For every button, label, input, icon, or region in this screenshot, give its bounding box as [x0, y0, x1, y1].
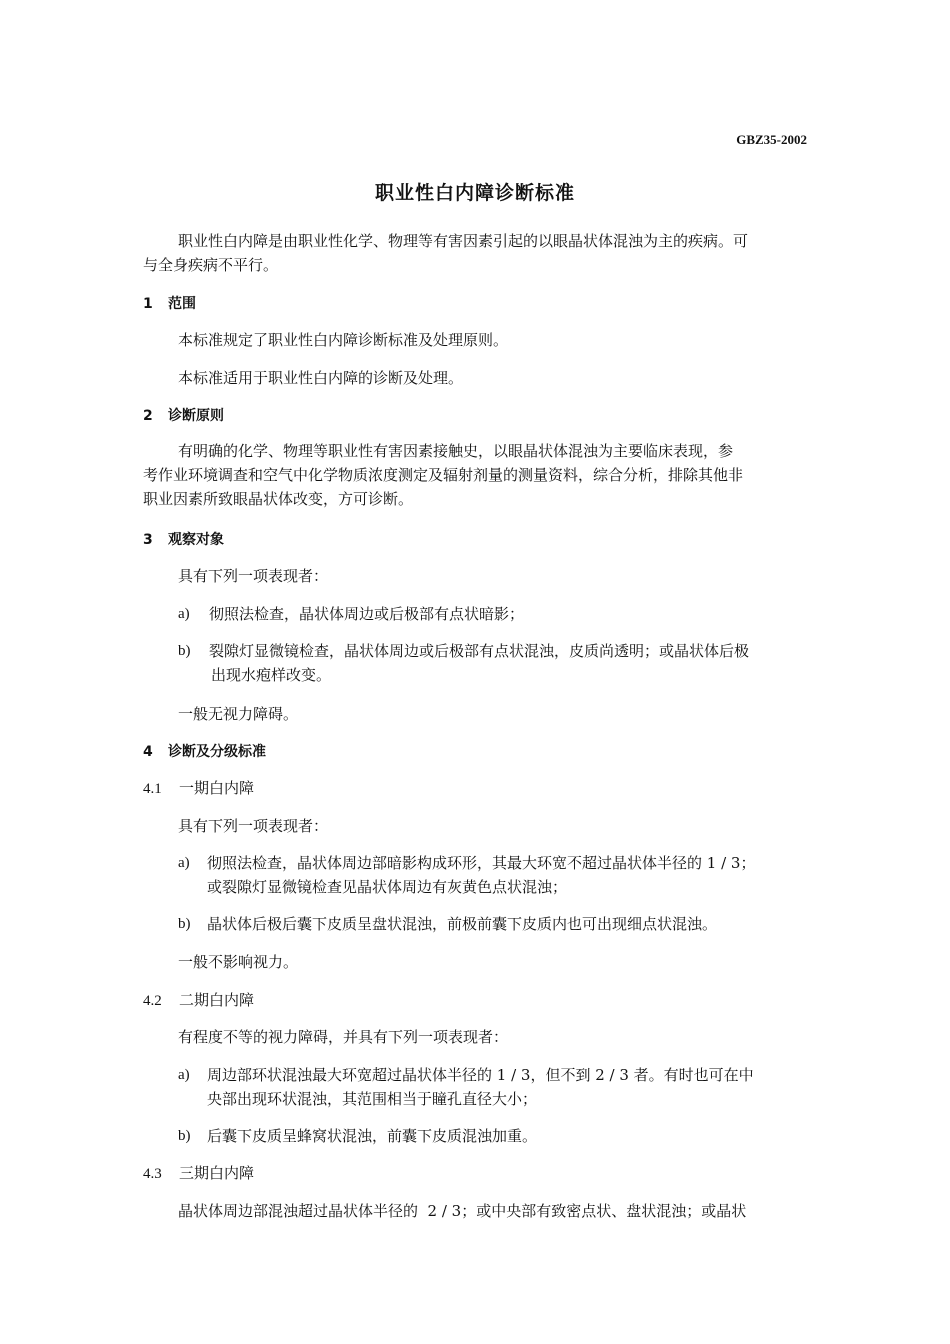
page-title: 职业性白内障诊断标准 — [374, 182, 575, 204]
list-marker: b) — [178, 916, 191, 932]
s2-line-2: 考作业环境调查和空气中化学物质浓度测定及辐射剂量的测量资料，综合分析，排除其他非 — [143, 466, 744, 484]
item-text: 晶状体后极后囊下皮质呈盘状混浊，前极前囊下皮质内也可出现细点状混浊。 — [207, 915, 718, 933]
s1-paragraph-1: 本标准规定了职业性白内障诊断标准及处理原则。 — [178, 331, 509, 349]
list-marker: b) — [178, 643, 191, 659]
subsection-title: 二期白内障 — [179, 991, 255, 1009]
list-marker: a) — [178, 855, 190, 871]
list-marker: a) — [178, 1067, 190, 1083]
section-number: 4 — [143, 744, 153, 760]
subsection-number: 4.1 — [143, 781, 162, 797]
list-marker: a) — [178, 606, 190, 622]
section-title: 诊断原则 — [168, 408, 224, 424]
s3-tail: 一般无视力障碍。 — [178, 705, 299, 723]
intro-line-1: 职业性白内障是由职业性化学、物理等有害因素引起的以眼晶状体混浊为主的疾病。可 — [178, 232, 749, 250]
subsection-4-3-heading — [143, 1161, 254, 1186]
section-title: 诊断及分级标准 — [168, 744, 266, 760]
section-number: 3 — [143, 532, 153, 548]
s41-tail: 一般不影响视力。 — [178, 953, 299, 971]
s42-lead: 有程度不等的视力障碍，并具有下列一项表现者： — [178, 1028, 509, 1046]
item-text-line-2: 央部出现环状混浊，其范围相当于瞳孔直径大小； — [207, 1090, 538, 1108]
s41-lead: 具有下列一项表现者： — [178, 817, 329, 835]
item-text: 后囊下皮质呈蜂窝状混浊，前囊下皮质混浊加重。 — [207, 1127, 538, 1145]
item-text-line-1: 彻照法检查，晶状体周边部暗影构成环形，其最大环宽不超过晶状体半径的 1 / 3； — [207, 854, 756, 872]
section-3-heading — [143, 529, 224, 549]
item-text-line-1: 周边部环状混浊最大环宽超过晶状体半径的 1 / 3，但不到 2 / 3 者。有时也可在中 — [207, 1066, 754, 1084]
section-title: 观察对象 — [168, 532, 224, 548]
subsection-number: 4.2 — [143, 993, 162, 1009]
section-number: 2 — [143, 408, 153, 424]
item-text-line-2: 出现水疱样改变。 — [211, 666, 332, 684]
item-text-line-2: 或裂隙灯显微镜检查见晶状体周边有灰黄色点状混浊； — [207, 878, 568, 896]
subsection-title: 三期白内障 — [179, 1164, 255, 1182]
s43-line-1: 晶状体周边部混浊超过晶状体半径的 2 / 3；或中央部有致密点状、盘状混浊；或晶状 — [178, 1202, 747, 1220]
item-text: 彻照法检查，晶状体周边或后极部有点状暗影； — [209, 605, 525, 623]
section-4-heading — [143, 741, 266, 761]
subsection-title: 一期白内障 — [179, 779, 255, 797]
document-code: GBZ35-2002 — [736, 132, 807, 147]
s3-lead: 具有下列一项表现者： — [178, 567, 329, 585]
subsection-4-1-heading — [143, 776, 254, 801]
section-title: 范围 — [168, 296, 196, 312]
s1-paragraph-2: 本标准适用于职业性白内障的诊断及处理。 — [178, 369, 464, 387]
section-2-heading — [143, 405, 224, 425]
section-number: 1 — [143, 296, 153, 312]
subsection-number: 4.3 — [143, 1166, 162, 1182]
section-1-heading — [143, 293, 196, 313]
item-text-line-1: 裂隙灯显微镜检查，晶状体周边或后极部有点状混浊，皮质尚透明；或晶状体后极 — [209, 642, 750, 660]
s2-line-3: 职业因素所致眼晶状体改变，方可诊断。 — [143, 490, 414, 508]
s2-line-1: 有明确的化学、物理等职业性有害因素接触史，以眼晶状体混浊为主要临床表现，参 — [178, 442, 734, 460]
intro-line-2: 与全身疾病不平行。 — [143, 256, 279, 274]
list-marker: b) — [178, 1128, 191, 1144]
subsection-4-2-heading — [143, 988, 254, 1013]
